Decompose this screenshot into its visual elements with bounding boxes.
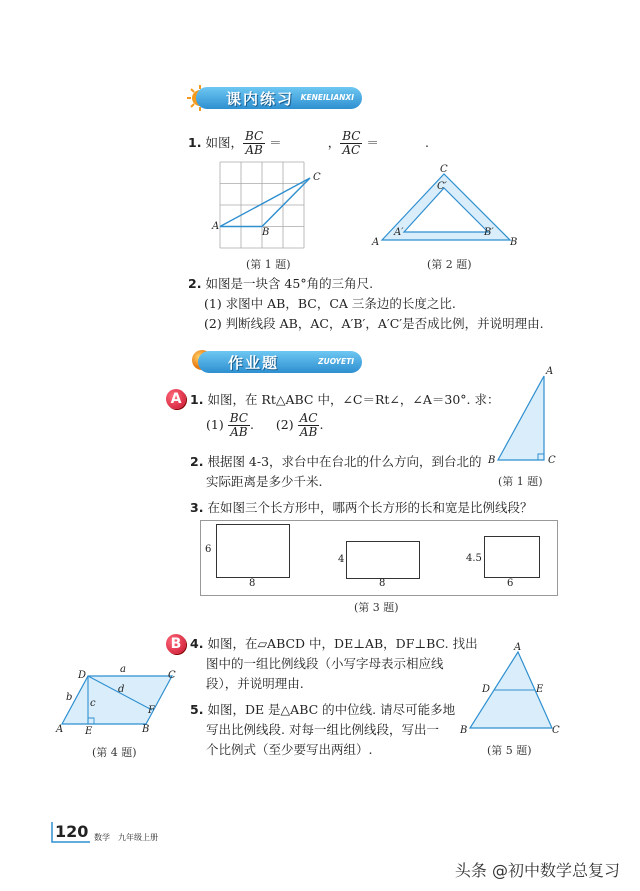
fig4-label-e: E xyxy=(85,726,93,737)
practice-title: 课内练习 xyxy=(226,90,295,108)
homework-q4-line2: 图中的一组比例线段（小写字母表示相应线 xyxy=(206,656,444,671)
rect-1 xyxy=(216,524,290,578)
rect-1-width: 8 xyxy=(249,578,256,589)
rect-2 xyxy=(346,541,420,579)
homework-q2: 2. 根据图 4-3，求台中在台北的什么方向，到台北的 xyxy=(190,454,482,469)
fig5-label-e: E xyxy=(536,684,544,695)
fig4-parallelogram xyxy=(58,668,178,732)
homework-q3: 3. 在如图三个长方形中，哪两个长方形的长和宽是比例线段？ xyxy=(190,500,533,515)
rect-3-height: 4.5 xyxy=(466,553,482,564)
fig5-label-b: B xyxy=(460,725,468,736)
homework-q5-line3: 个比例式（至少要写出两组）. xyxy=(206,742,373,757)
rect-3-width: 6 xyxy=(507,578,514,589)
fig1-label-c: C xyxy=(313,172,321,183)
fig1-grid-triangle xyxy=(210,160,330,256)
fig5-label-c: C xyxy=(552,725,560,736)
practice-banner-bar xyxy=(196,87,362,109)
q3-caption: (第 3 题) xyxy=(354,601,399,614)
fig4-label-a-side: a xyxy=(120,664,126,675)
fig2-label-a-prime: A′ xyxy=(394,227,404,238)
fig4-label-b: B xyxy=(142,724,150,735)
fraction-ac-ab: $\frac{AC}{AB}$ xyxy=(299,411,318,439)
book-title: 数学 九年级上册 xyxy=(94,833,158,842)
hw1-label-a: A xyxy=(546,366,554,377)
rect-2-width: 8 xyxy=(379,578,386,589)
fraction-bc-ab-2: $\frac{BC}{AB}$ xyxy=(229,411,248,439)
fraction-bc-ab: $\frac{BC}{AB}$ xyxy=(244,129,264,157)
homework-q4-line3: 段），并说明理由. xyxy=(206,676,304,691)
watermark: 头条 @初中数学总复习 xyxy=(454,861,620,880)
fig4-caption: (第 4 题) xyxy=(92,746,137,759)
practice-subtitle: KENEILIANXI xyxy=(300,93,354,102)
fig4-label-c: C xyxy=(168,670,176,681)
practice-q1: 1. 如图， $\frac{BC}{AB}$ ＝ ， $\frac{BC}{AC}$ ＝ . xyxy=(188,129,429,157)
practice-q2: 2. 如图是一块含 45°角的三角尺. xyxy=(188,276,374,291)
homework-banner-bar xyxy=(198,351,362,373)
fig4-label-a: A xyxy=(56,724,64,735)
hw1-label-b: B xyxy=(488,455,496,466)
hw1-caption: (第 1 题) xyxy=(498,475,543,488)
homework-q4: 4. 如图，在▱ABCD 中，DE⊥AB，DF⊥BC. 找出 xyxy=(190,636,478,651)
rect-3 xyxy=(484,536,540,578)
fig2-label-c: C xyxy=(440,164,448,175)
fig2-label-a: A xyxy=(372,237,380,248)
fig4-label-d-side: d xyxy=(118,684,125,695)
fig5-caption: (第 5 题) xyxy=(487,744,532,757)
fig5-triangle-midline xyxy=(466,648,558,734)
homework-subtitle: ZUOYETI xyxy=(318,357,354,366)
fig4-label-b-side: b xyxy=(66,692,73,703)
homework-q2-line2: 实际距离是多少千米. xyxy=(206,474,323,489)
practice-q2-sub1: (1) 求图中 AB，BC，CA 三条边的长度之比. xyxy=(204,296,456,311)
practice-q2-sub2: (2) 判断线段 AB，AC，A′B′，A′C′是否成比例，并说明理由. xyxy=(204,316,544,331)
homework-q1-parts: (1) $\frac{BC}{AB}$ . (2) $\frac{AC}{AB}$ . xyxy=(206,411,324,439)
rect-2-height: 4 xyxy=(338,554,345,565)
fig1-label-b: B xyxy=(262,227,270,238)
level-b-badge: B xyxy=(166,634,186,654)
fig2-caption: (第 2 题) xyxy=(427,258,472,271)
fig5-label-d: D xyxy=(482,684,491,695)
fig2-label-c-prime: C′ xyxy=(437,181,447,192)
homework-q1: 1. 如图，在 Rt△ABC 中，∠C＝Rt∠，∠A＝30°. 求： xyxy=(190,392,500,407)
fig1-caption: (第 1 题) xyxy=(246,258,291,271)
homework-q5: 5. 如图，DE 是△ABC 的中位线. 请尽可能多地 xyxy=(190,702,456,717)
fig2-label-b: B xyxy=(510,237,518,248)
homework-title: 作业题 xyxy=(228,354,280,372)
page-number: 120 xyxy=(55,822,89,841)
homework-q5-line2: 写出比例线段. 对每一组比例线段，写出一 xyxy=(206,722,439,737)
fig5-label-a: A xyxy=(514,642,522,653)
rect-1-height: 6 xyxy=(205,544,212,555)
fig1-label-a: A xyxy=(212,221,220,232)
fig4-label-c-side: c xyxy=(90,698,96,709)
hw1-right-triangle xyxy=(492,370,552,466)
fraction-bc-ac: $\frac{BC}{AC}$ xyxy=(342,129,361,157)
fig4-label-f: F xyxy=(148,705,155,716)
fig2-label-b-prime: B′ xyxy=(484,227,494,238)
fig4-label-d: D xyxy=(78,670,87,681)
hw1-label-c: C xyxy=(548,455,556,466)
level-a-badge: A xyxy=(166,389,186,409)
